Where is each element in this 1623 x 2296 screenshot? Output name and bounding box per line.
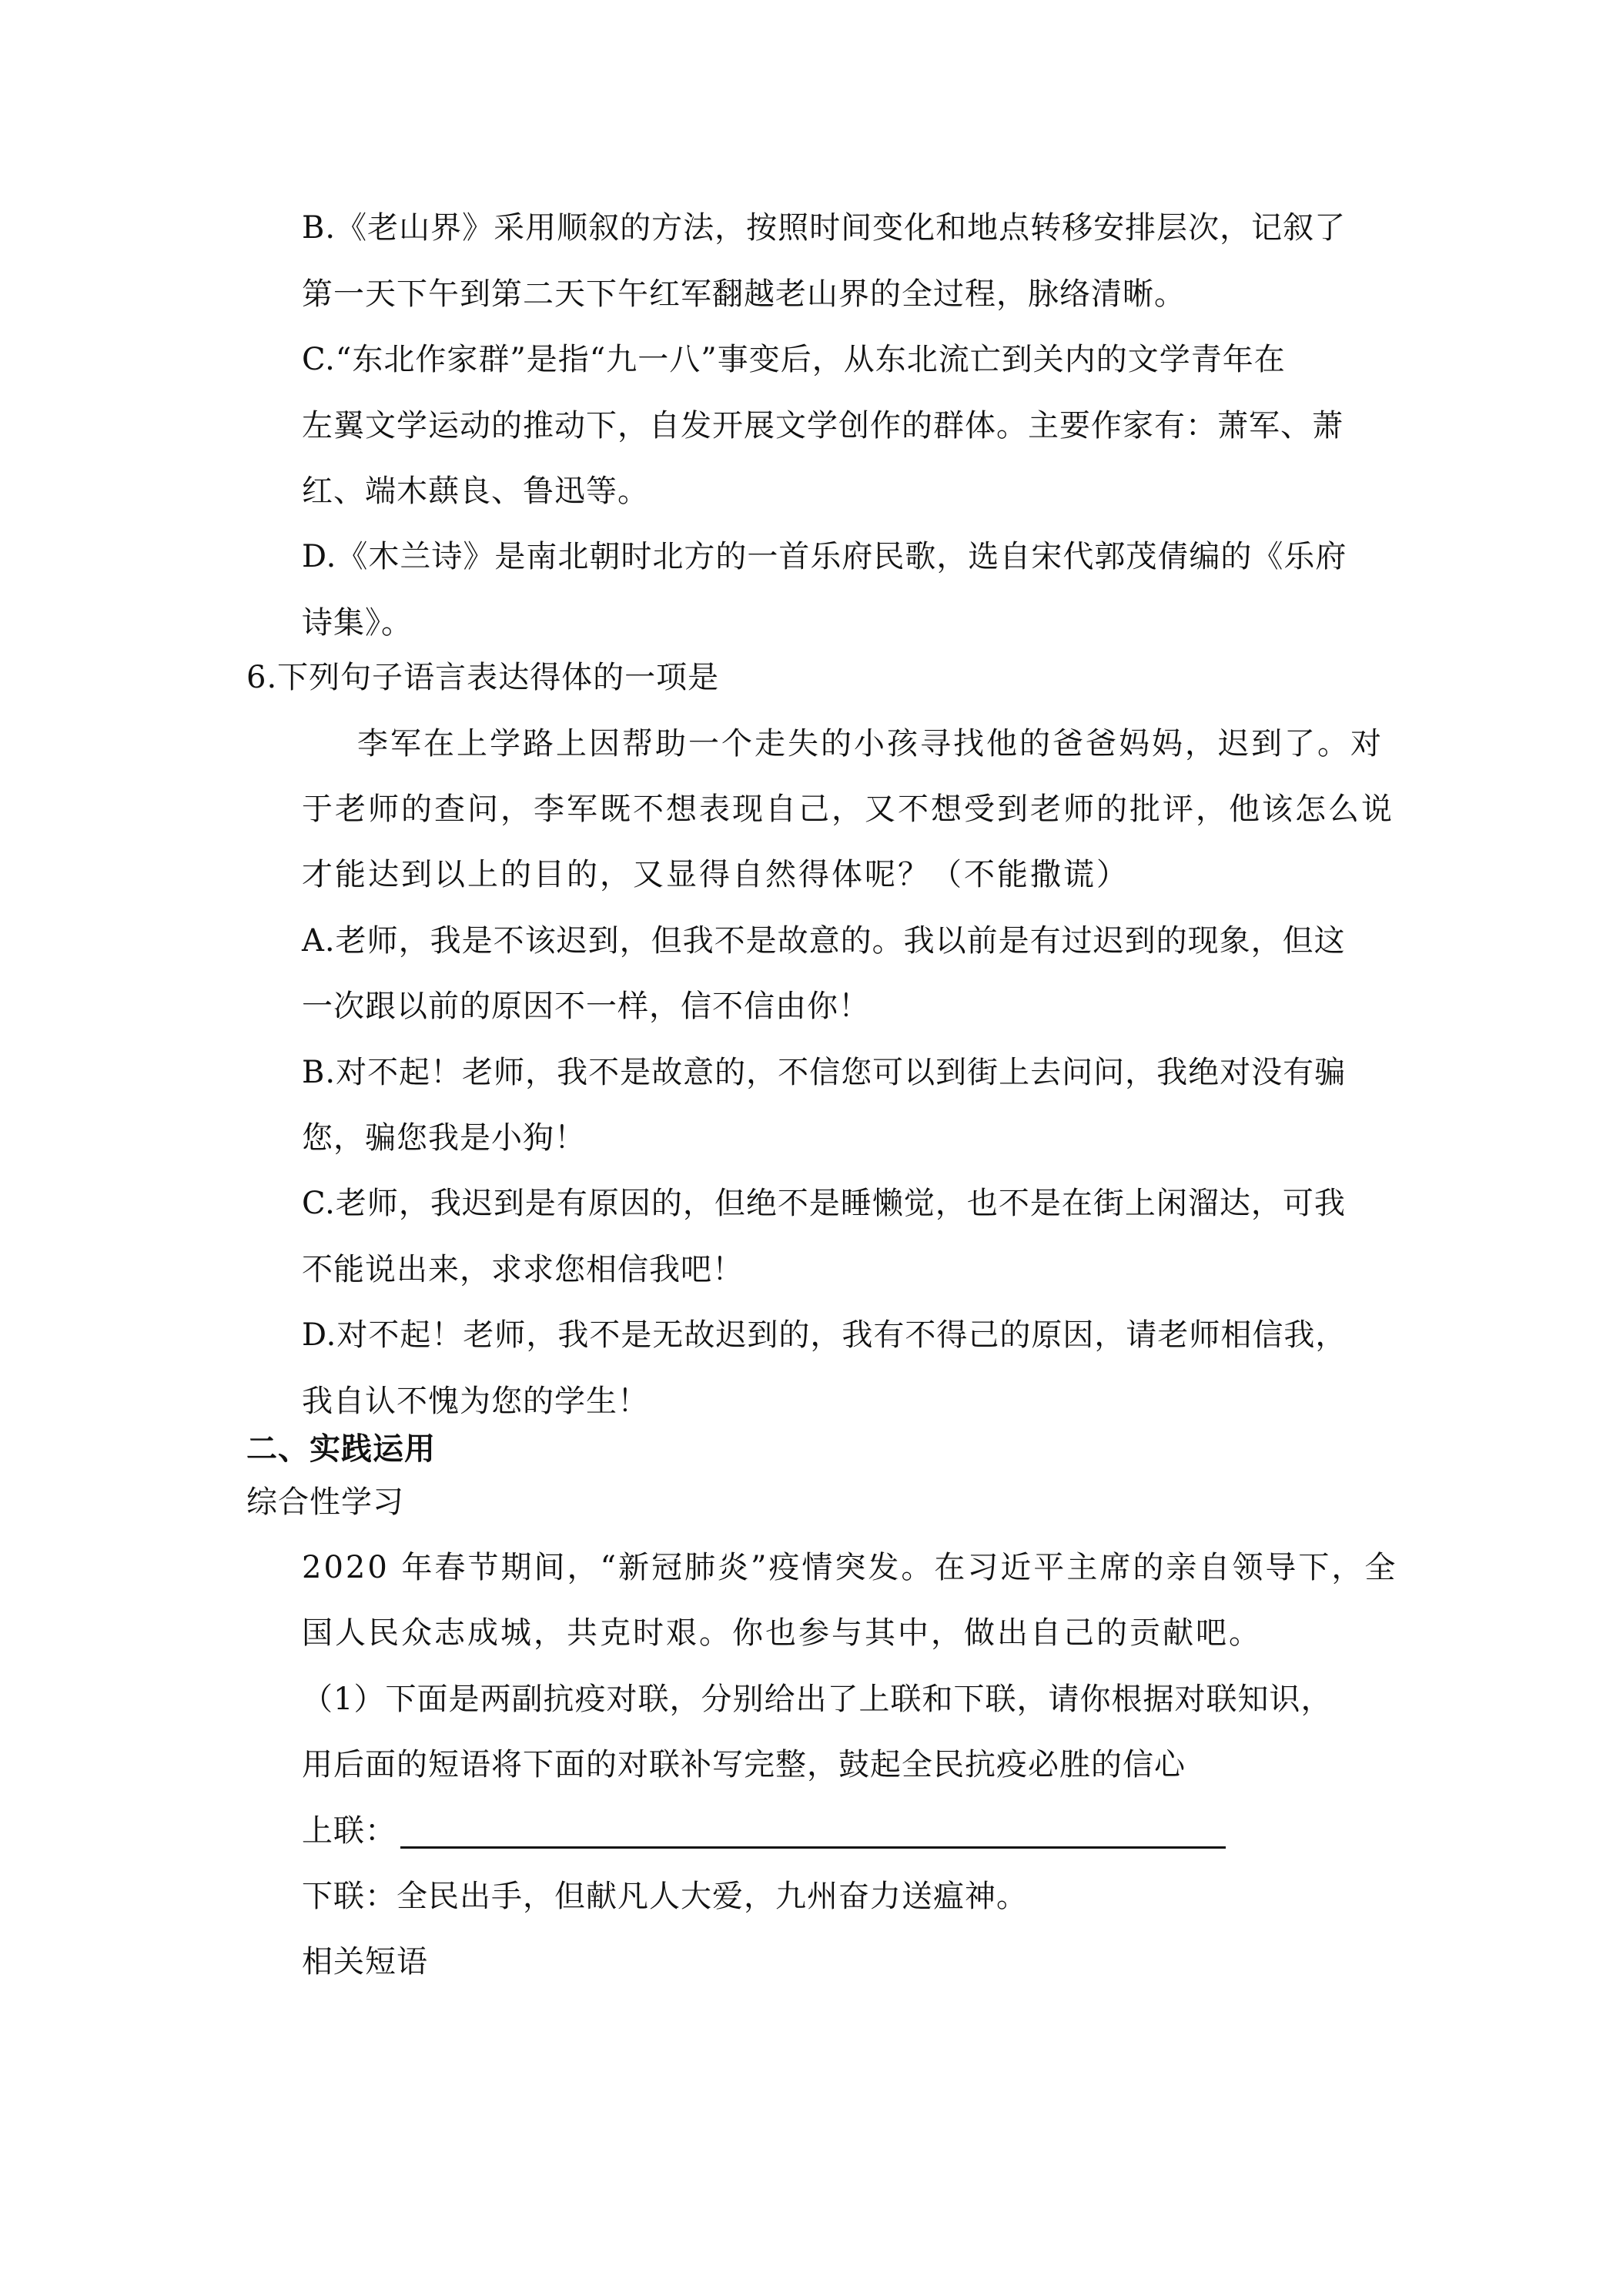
- section-intro-line1: 2020 年春节期间，“新冠肺炎”疫情突发。在习近平主席的亲自领导下，全: [302, 1550, 1398, 1585]
- q6-option-b-line2: 您，骗您我是小狗！: [302, 1120, 586, 1156]
- section-subheading: 综合性学习: [246, 1484, 404, 1520]
- q6-option-c-line1: C.老师，我迟到是有原因的，但绝不是睡懒觉，也不是在街上闲溜达，可我: [302, 1186, 1346, 1221]
- q6-context-line3: 才能达到以上的目的，又显得自然得体呢？（不能撒谎）: [302, 857, 1129, 892]
- task1-line2: 用后面的短语将下面的对联补写完整，鼓起全民抗疫必胜的信心: [302, 1747, 1186, 1782]
- lower-couplet: 下联：全民出手，但献凡人大爱，九州奋力送瘟神。: [302, 1879, 1028, 1914]
- upper-couplet-blank[interactable]: [400, 1846, 1226, 1849]
- q6-option-d-line1: D.对不起！老师，我不是无故迟到的，我有不得己的原因，请老师相信我，: [302, 1317, 1347, 1353]
- q6-context-line1: 李军在上学路上因帮助一个走失的小孩寻找他的爸爸妈妈，迟到了。对: [357, 726, 1384, 761]
- q6-option-d-line2: 我自认不愧为您的学生！: [302, 1384, 649, 1419]
- q6-option-b-line1: B.对不起！老师，我不是故意的，不信您可以到街上去问问，我绝对没有骗: [302, 1055, 1347, 1090]
- q6-stem: 6.下列句子语言表达得体的一项是: [246, 660, 720, 695]
- related-phrases-label: 相关短语: [302, 1944, 428, 1980]
- q6-option-c-line2: 不能说出来，求求您相信我吧！: [302, 1252, 744, 1287]
- q6-context-line2: 于老师的查问，李军既不想表现自己，又不想受到老师的批评，他该怎么说: [302, 792, 1394, 827]
- q5-option-b-line2: 第一天下午到第二天下午红军翻越老山界的全过程，脉络清晰。: [302, 276, 1186, 312]
- q5-option-b-line1: B.《老山界》采用顺叙的方法，按照时间变化和地点转移安排层次，记叙了: [302, 210, 1347, 246]
- section-intro-line2: 国人民众志成城，共克时艰。你也参与其中，做出自己的贡献吧。: [302, 1615, 1262, 1651]
- q5-option-d-line1: D.《木兰诗》是南北朝时北方的一首乐府民歌，选自宋代郭茂倩编的《乐府: [302, 539, 1347, 574]
- q5-option-c-line1: C.“东北作家群”是指“九一八”事变后，从东北流亡到关内的文学青年在: [302, 342, 1286, 377]
- q5-option-c-line3: 红、端木蕻良、鲁迅等。: [302, 474, 649, 509]
- upper-couplet-label: 上联：: [302, 1813, 397, 1849]
- q5-option-d-line2: 诗集》。: [302, 605, 413, 641]
- task1-line1: （1）下面是两副抗疫对联，分别给出了上联和下联，请你根据对联知识，: [302, 1682, 1333, 1717]
- q6-option-a-line1: A.老师，我是不该迟到，但我不是故意的。我以前是有过迟到的现象，但这: [302, 923, 1346, 959]
- q5-option-c-line2: 左翼文学运动的推动下，自发开展文学创作的群体。主要作家有：萧军、萧: [302, 408, 1344, 443]
- section-heading: 二、实践运用: [246, 1431, 436, 1467]
- q6-option-a-line2: 一次跟以前的原因不一样，信不信由你！: [302, 989, 870, 1024]
